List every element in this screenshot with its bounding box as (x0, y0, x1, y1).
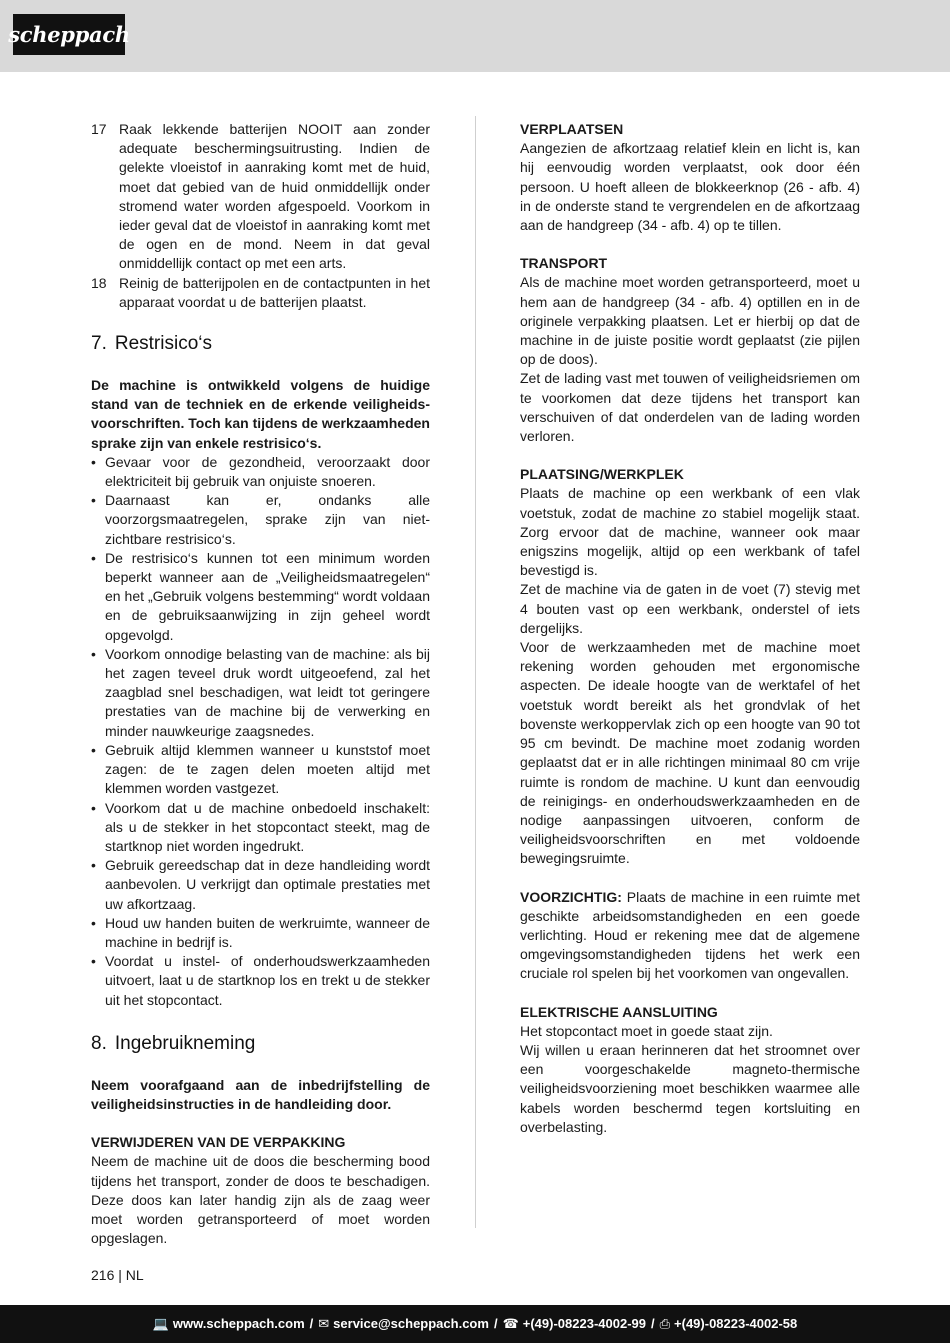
subsection-heading: VERPLAATSEN (520, 121, 624, 137)
section-number: 7. (91, 333, 107, 355)
item-number: 18 (91, 274, 107, 291)
section-heading-8 (91, 1032, 430, 1056)
subsection-heading: ELEKTRISCHE AANSLUITING (520, 1003, 718, 1020)
list-item (91, 741, 430, 799)
left-column (91, 120, 430, 1248)
item-text: Raak lekkende batterijen NOOIT aan zonder adequate beschermingsuitrusting. Indien de gelekte vloeistof in aanraking komt met de huid, moet dat gebied van de huid onmiddellijk onder stromend water worden afgespoeld. Voorkom in ieder geval dat de vloeistof in aanraking komt met de ogen en de mond. Neem in dat geval onmiddellijk contact op met een arts. (119, 121, 430, 272)
footer-email[interactable]: service@scheppach.com (333, 1316, 489, 1332)
list-item-text: Gebruik gereedschap dat in deze handleiding wordt aanbevolen. U verkrijgt dan optimale prestaties met uw afkortzaag. (105, 857, 430, 912)
bullet-dot: • (91, 799, 96, 816)
list-item (91, 856, 430, 914)
section-intro: Neem voorafgaand aan de inbedrijfstelling de veiligheidsinstructies in de handleiding door. (91, 1076, 430, 1112)
paragraph: Voor de werkzaamheden met de machine moet rekening worden gehouden met ergonomische aspecten. De ideale hoogte van de werktafel of het voetstuk wordt bereikt als het grondvlak of het bovenste werkoppervlak zich op een hoogte van 90 tot 95 cm bevindt. De machine moet zodanig worden geplaatst dat er in alle richtingen minimaal 80 cm vrije ruimte is rondom de machine. U kunt dan eenvoudig de reinigings- en onderhoudswerkzaamheden en de nodige aanpassingen uitvoeren, conform de veiligheidsvoorschriften en met voldoende bewegingsruimte. (520, 639, 860, 867)
footer-website[interactable]: www.scheppach.com (172, 1316, 305, 1332)
subsection-heading: TRANSPORT (520, 255, 608, 272)
list-item (91, 645, 430, 741)
bullet-list (91, 453, 430, 1010)
brand-logo: scheppach (13, 14, 125, 55)
column-divider (475, 116, 476, 1228)
numbered-item (91, 120, 430, 274)
separator: / (493, 1316, 498, 1332)
bullet-dot: • (91, 453, 96, 470)
section-heading-7 (91, 332, 430, 356)
list-item (91, 549, 430, 645)
fax-icon: ⎙ (659, 1316, 671, 1332)
paragraph: Zet de lading vast met touwen of veiligheidsriemen om te voorkomen dat deze tijdens het transport kan verschuiven of dat onderdelen van de lading worden verloren. (520, 370, 860, 445)
caution-text: Plaats de machine in een ruimte met geschikte arbeidsomstandigheden en een goede verlichting. Houd er rekening mee dat de algemene omgevingsomstandigheden tijdens het werk een cruciale rol spelen bij het voorkomen van ongevallen. (520, 888, 860, 982)
page-number: 216 | NL (91, 1267, 144, 1283)
list-item-text: Gebruik altijd klemmen wanneer u kunststof moet zagen: de te zagen delen moeten altijd met klemmen worden vastgezet. (105, 741, 430, 797)
footer-fax: +(49)-08223-4002-58 (674, 1316, 798, 1332)
mail-icon: ✉ (318, 1316, 330, 1332)
phone-icon: ☎ (502, 1316, 519, 1332)
section-number: 8. (91, 1032, 107, 1054)
list-item-text: Houd uw handen buiten de werkruimte, wanneer de machine in bedrijf is. (105, 914, 430, 950)
list-item-text: De restrisico‘s kunnen tot een minimum worden beperkt wanneer aan de „Veiligheidsmaatregelen“ en het „Gebruik volgens bestemming“ wordt voldaan en de gebruiksaanwijzing in zijn geheel wordt opgevolgd. (105, 549, 430, 643)
bullet-dot: • (91, 645, 96, 662)
list-item-text: Voordat u instel- of onderhoudswerkzaamheden uitvoert, laat u de startknop los en trekt u de stekker uit het stopcontact. (105, 953, 430, 1008)
list-item (91, 453, 430, 491)
list-item-text: Daarnaast kan er, ondanks alle voorzorgsmaatregelen, sprake zijn van niet-zichtbare restrisico‘s. (105, 492, 430, 547)
header-band (0, 0, 950, 72)
paragraph: Als de machine moet worden getransporteerd, moet u hem aan de handgreep (34 - afb. 4) optillen en in de originele verpakking plaatsen. Let er hierbij op dat de machine in de juiste positie wordt geplaatst (zie pijlen op de doos). (520, 274, 860, 368)
section-title: Restrisico‘s (114, 333, 212, 355)
bullet-dot: • (91, 953, 96, 970)
bullet-dot: • (91, 492, 96, 509)
numbered-item (91, 274, 430, 312)
footer-bar (0, 1305, 950, 1343)
computer-icon: 💻 (152, 1316, 169, 1332)
section-intro: De machine is ontwikkeld volgens de huidige stand van de techniek en de erkende veiligheids-voorschriften. Toch kan tijdens de werkzaamheden sprake zijn van enkele restrisico‘s. (91, 377, 430, 451)
page-language: NL (125, 1267, 144, 1283)
subsection-heading: PLAATSING/WERKPLEK (520, 466, 684, 483)
paragraph: Plaats de machine op een werkbank of een vlak voetstuk, zodat de machine zo stabiel mogelijk staat. Zorg ervoor dat de machine, wanneer ook maar enigszins mogelijk, altijd op een werkbank of tafel bevestigd is. (520, 485, 860, 579)
list-item-text: Gevaar voor de gezondheid, veroorzaakt door elektriciteit bij gebruik van onjuiste snoeren. (105, 453, 430, 490)
section-title: Ingebruikneming (114, 1032, 256, 1054)
footer-phone[interactable]: +(49)-08223-4002-99 (522, 1316, 646, 1332)
paragraph: Aangezien de afkortzaag relatief klein en licht is, kan hij eenvoudig worden verplaatst, ook door één persoon. U hoeft alleen de blokkeerknop (26 - afb. 4) in de onderste stand te vergrendelen en de afkortzaag aan de handgreep (34 - afb. 4) op te tillen. (520, 140, 860, 234)
bullet-dot: • (91, 549, 96, 566)
list-item (91, 799, 430, 857)
page-number-value: 216 (91, 1267, 115, 1283)
caution-label: VOORZICHTIG: (520, 888, 622, 905)
bullet-dot: • (91, 857, 96, 874)
paragraph: Het stopcontact moet in goede staat zijn. (520, 1022, 773, 1039)
list-item (91, 491, 430, 549)
bullet-dot: • (91, 914, 96, 931)
bullet-dot: • (91, 741, 96, 758)
caution-paragraph (520, 888, 860, 984)
separator: / (309, 1316, 314, 1332)
right-column (520, 120, 860, 1137)
list-item (91, 952, 430, 1010)
list-item-text: Voorkom onnodige belasting van de machine: als bij het zagen teveel druk wordt uitgeoefend, zal het zaagblad snel beschadigen, wat leidt tot geringere prestaties van de machine bij de verwerking en minder nauwkeurige zaagsnedes. (105, 645, 430, 739)
subsection-heading: VERWIJDEREN VAN DE VERPAKKING (91, 1134, 346, 1151)
list-item (91, 914, 430, 952)
list-item-text: Voorkom dat u de machine onbedoeld inschakelt: als u de stekker in het stopcontact steekt, mag de startknop niet worden ingedrukt. (105, 799, 430, 854)
separator: / (651, 1316, 655, 1332)
paragraph: Zet de machine via de gaten in de voet (7) stevig met 4 bouten vast op een werkbank, onderstel of iets dergelijks. (520, 581, 860, 636)
item-number: 17 (91, 121, 107, 137)
paragraph: Wij willen u eraan herinneren dat het stroomnet over een voorgeschakelde magneto-thermische veiligheidsvoorziening moet beschikken waarmee alle kabels worden beschermd tegen kortsluiting en overbelasting. (520, 1041, 860, 1135)
item-text: Reinig de batterijpolen en de contactpunten in het apparaat voordat u de batterijen plaatst. (119, 274, 430, 310)
paragraph: Neem de machine uit de doos die bescherming bood tijdens het transport, zonder de doos te beschadigen. Deze doos kan later handig zijn als de zaag weer moet worden getransporteerd of moet worden opgeslagen. (91, 1153, 430, 1247)
